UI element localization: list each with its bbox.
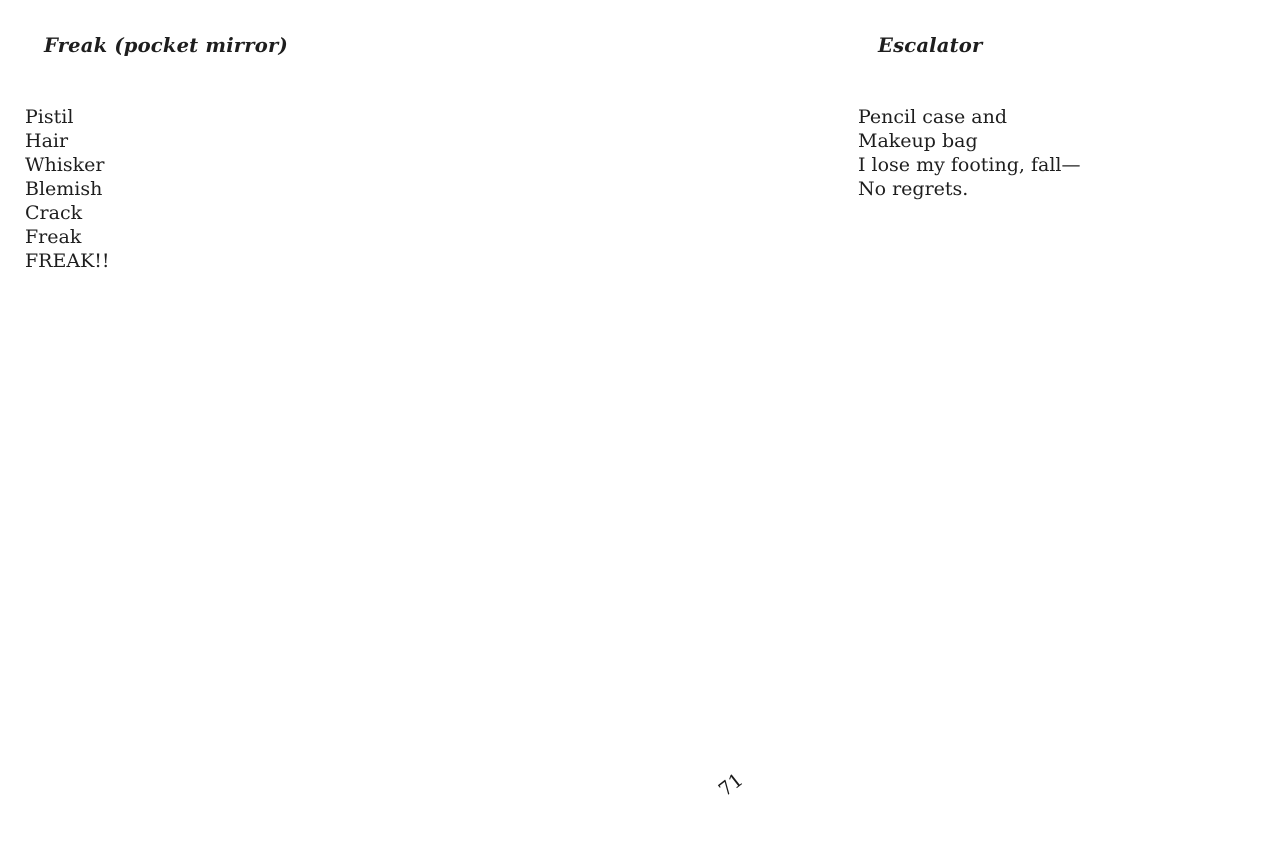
poem-line: No regrets. xyxy=(858,178,969,200)
poem-title: Escalator xyxy=(878,34,983,57)
poem-line: Pistil xyxy=(25,106,74,128)
poem-line: Makeup bag xyxy=(858,130,978,152)
poem-line: Blemish xyxy=(25,178,103,200)
poem-freak-pocket-mirror xyxy=(25,34,288,273)
poem-body xyxy=(25,105,288,273)
poem-line: Whisker xyxy=(25,154,105,176)
poem-line: Freak xyxy=(25,226,82,248)
poem-line: FREAK!! xyxy=(25,250,110,272)
poem-title: Freak (pocket mirror) xyxy=(44,34,288,57)
poem-line: I lose my footing, fall— xyxy=(858,154,1081,176)
poem-line: Crack xyxy=(25,202,83,224)
poem-line: Pencil case and xyxy=(858,106,1007,128)
poem-body xyxy=(858,105,1081,201)
poem-escalator xyxy=(858,34,1081,201)
poem-line: Hair xyxy=(25,130,69,152)
page-number: 71 xyxy=(714,768,748,802)
